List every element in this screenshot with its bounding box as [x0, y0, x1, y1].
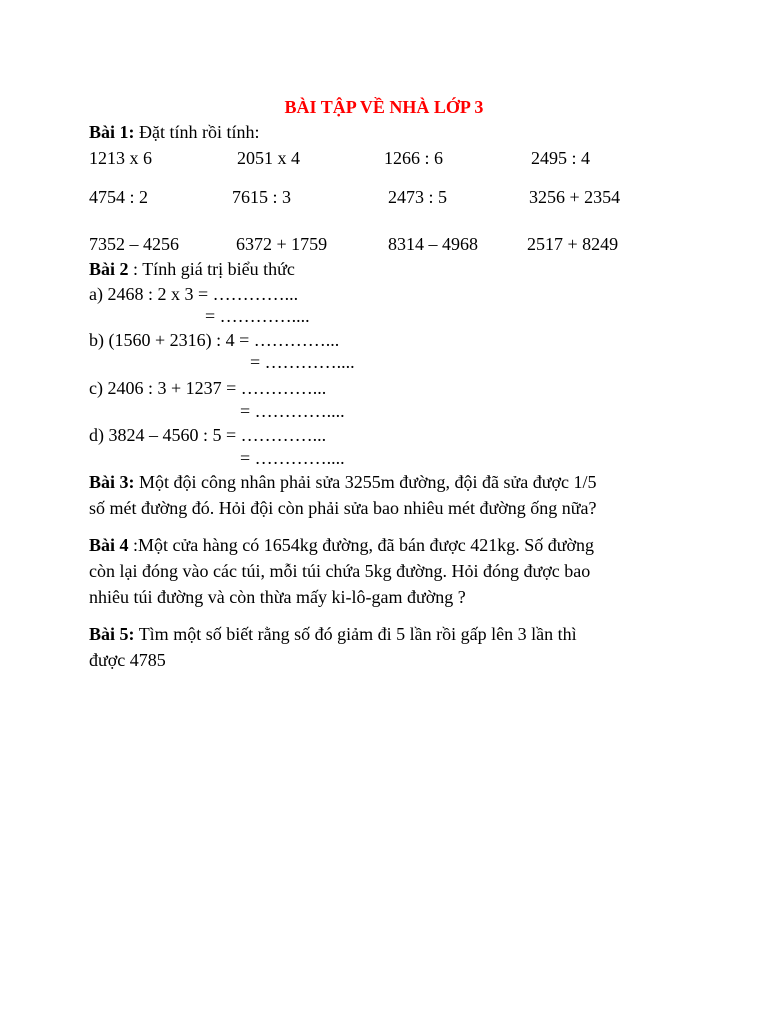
exercise-1-label: Bài 1: [89, 122, 135, 142]
expression-d: d) 3824 – 4560 : 5 = …………... [89, 425, 327, 445]
expression-c-continuation: = ………….... [240, 401, 345, 421]
exercise-2-heading [89, 257, 295, 281]
calc-r1-c1: 1213 x 6 [89, 148, 152, 168]
exercise-3-label: Bài 3: [89, 472, 135, 492]
expression-a-continuation: = ………….... [205, 306, 310, 326]
calc-r3-c4: 2517 + 8249 [527, 234, 619, 254]
exercise-2-label: Bài 2 [89, 259, 129, 279]
exercise-1-instruction: Đặt tính rồi tính: [134, 122, 260, 142]
exercise-4-line-2: còn lại đóng vào các túi, mỗi túi chứa 5kg đường. Hỏi đóng được bao [89, 561, 591, 581]
expression-a: a) 2468 : 2 x 3 = …………... [89, 284, 299, 304]
expression-b: b) (1560 + 2316) : 4 = …………... [89, 330, 340, 350]
calc-r1-c3: 1266 : 6 [384, 148, 444, 168]
calc-r3-c1: 7352 – 4256 [89, 234, 179, 254]
exercise-3-line-2: số mét đường đó. Hỏi đội còn phải sửa bao nhiêu mét đường ống nữa? [89, 498, 597, 518]
calc-r1-c2: 2051 x 4 [237, 148, 300, 168]
exercise-5-line-2: được 4785 [89, 650, 166, 670]
exercise-4-line-3: nhiêu túi đường và còn thừa mấy ki-lô-gam đường ? [89, 587, 466, 607]
calc-r2-c2: 7615 : 3 [232, 187, 292, 207]
calc-r3-c3: 8314 – 4968 [388, 234, 478, 254]
calc-r1-c4: 2495 : 4 [531, 148, 591, 168]
expression-b-continuation: = ………….... [250, 352, 355, 372]
exercise-4-text-1: :Một cửa hàng có 1654kg đường, đã bán được 421kg. Số đường [128, 535, 595, 555]
exercise-4-label: Bài 4 [89, 535, 129, 555]
exercise-5-label: Bài 5: [89, 624, 135, 644]
exercise-5-line-1 [89, 622, 577, 646]
exercise-3-text-1: Một đội công nhân phải sửa 3255m đường, đội đã sửa được 1/5 [134, 472, 597, 492]
exercise-4-line-1 [89, 533, 594, 557]
exercise-1-heading [89, 120, 260, 144]
calc-r3-c2: 6372 + 1759 [236, 234, 328, 254]
page-title: BÀI TẬP VỀ NHÀ LỚP 3 [284, 97, 484, 117]
calc-r2-c1: 4754 : 2 [89, 187, 149, 207]
expression-d-continuation: = ………….... [240, 448, 345, 468]
calc-r2-c3: 2473 : 5 [388, 187, 448, 207]
calc-r2-c4: 3256 + 2354 [529, 187, 621, 207]
exercise-5-text-1: Tìm một số biết rằng số đó giảm đi 5 lần rồi gấp lên 3 lần thì [134, 624, 577, 644]
exercise-2-instruction: : Tính giá trị biểu thức [128, 259, 295, 279]
expression-c: c) 2406 : 3 + 1237 = …………... [89, 378, 327, 398]
exercise-3-line-1 [89, 470, 597, 494]
